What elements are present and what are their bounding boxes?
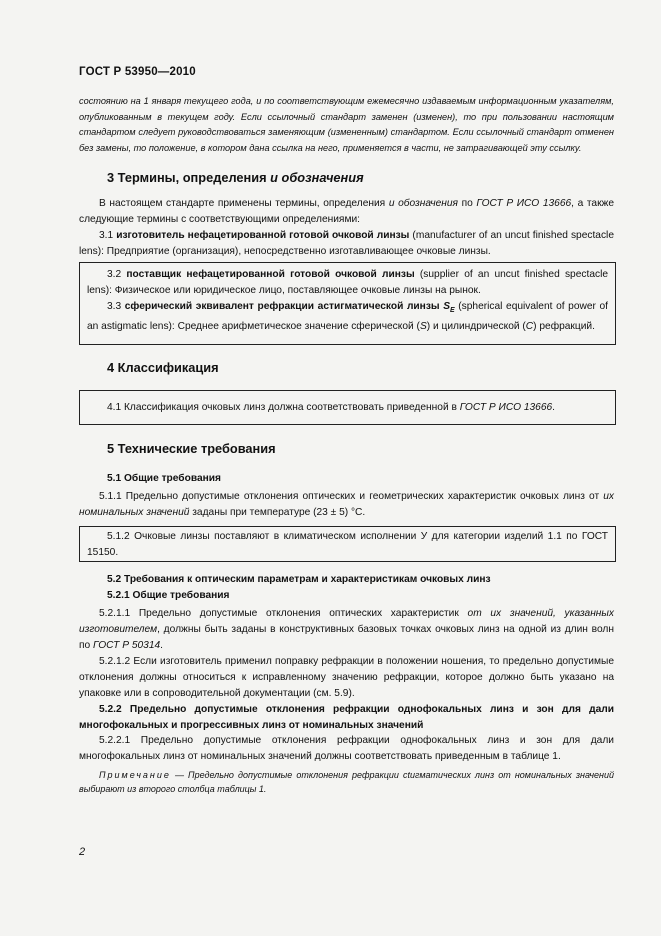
subsection-5-2-title: 5.2 Требования к оптическим параметрам и характеристикам очковых линз [107, 574, 491, 585]
table-note: Примечание — Предельно допустимые отклонения рефракции сtигматических линз от номинальных значений выбирают из второго столбца таблицы 1. [79, 770, 614, 794]
clause-box-4-1 [79, 390, 616, 425]
page-number: 2 [79, 846, 86, 858]
section-3-title: 3 Термины, определения и обозначения [107, 170, 364, 185]
clause-5-2-2-1: 5.2.2.1 Предельно допустимые отклонения рефракции однофокальных линз и зон для дали многофокальных линз от номинальных значений должны соответствовать приведенным в таблице 1. [79, 735, 614, 762]
term-3-1: 3.1 изготовитель нефацетированной готовой очковой линзы (manufacturer of an uncut finished spectacle lens): Предприятие (организация), непосредственно изготавливающее очковые линзы. [79, 230, 614, 257]
clause-5-1-1: 5.1.1 Предельно допустимые отклонения оптических и геометрических характеристик очковых линз от их номинальных значений заданы при температуре (23 ± 5) °С. [79, 491, 614, 518]
clause-5-1-2: 5.1.2 Очковые линзы поставляют в климатическом исполнении У для категории изделий 1.1 по ГОСТ 15150. [87, 531, 608, 558]
document-header: ГОСТ Р 53950—2010 [79, 66, 196, 78]
section-4-title: 4 Классификация [107, 360, 219, 375]
clause-5-2-1-2: 5.2.1.2 Если изготовитель применил поправку рефракции в положении ношения, то предельно допустимые отклонения должны относиться к исправленному значению рефракции, которое должно быть указано на упаковке или в сопроводительной документации (см. 5.9). [79, 656, 614, 699]
subsection-5-2-2-title: 5.2.2 Предельно допустимые отклонения рефракции однофокальных линз и зон для дали многофокальных и прогрессивных линз от номинальных значений [79, 704, 614, 731]
clause-4-1: 4.1 Классификация очковых линз должна соответствовать приведенной в ГОСТ Р ИСО 13666. [107, 402, 556, 413]
clause-5-2-1-1: 5.2.1.1 Предельно допустимые отклонения оптических характеристик от их значений, указанных изготовителем, должны быть заданы в конструктивных базовых точках очковых линз на одной из длин волн по ГОСТ Р 50314. [79, 608, 614, 651]
term-3-2: 3.2 поставщик нефацетированной готовой очковой линзы (supplier of an uncut finished spectacle lens): Физическое или юридическое лицо, поставляющее очковые линзы на рынок. [87, 269, 609, 296]
intro-note: состоянию на 1 января текущего года, и по соответствующим ежемесячно издаваемым информационным указателям, опубликованным в текущем году. Если ссылочный стандарт заменен (изменен), то при пользовании настоящим стандартом следует руководствоваться заменяющим (измененным) стандартом. Если ссылочный стандарт отменен без замены, то положение, в котором дана ссылка на него, применяется в части, не затрагивающей эту ссылку. [79, 96, 614, 153]
section-5-title: 5 Технические требования [107, 441, 276, 456]
term-box-3-2-3-3 [79, 262, 616, 345]
clause-box-5-1-2 [79, 526, 616, 562]
term-3-3: 3.3 сферический эквивалент рефракции астигматической линзы $S_E$ (spherical equivalent of power of an astigmatic lens): Среднее арифметическое значение сферической (S) и цилиндрической (C) рефракций. [87, 301, 608, 333]
subsection-5-2-1-title: 5.2.1 Общие требования [107, 590, 230, 601]
subsection-5-1-title: 5.1 Общие требования [107, 473, 221, 484]
section-3-intro: В настоящем стандарте применены термины, определения и обозначения по ГОСТ Р ИСО 13666, а также следующие термины с соответствующими определениями: [79, 198, 615, 225]
